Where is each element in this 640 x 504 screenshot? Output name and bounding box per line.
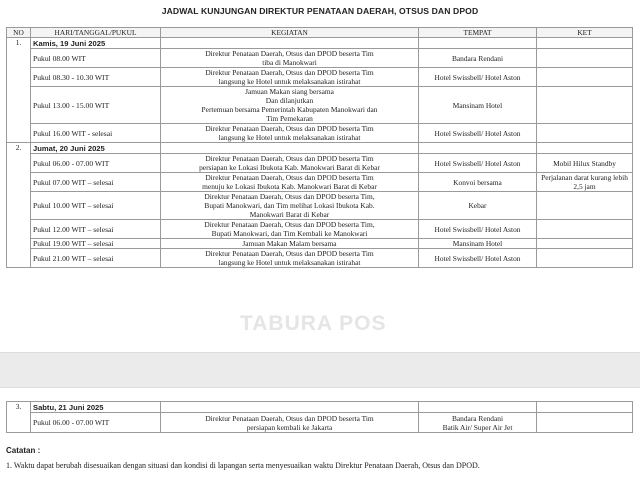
kegiatan-line: Jamuan Makan Malam bersama: [242, 239, 337, 248]
tempat-line: Konvoi bersama: [453, 177, 502, 187]
row-kegiatan: [161, 192, 419, 220]
header-tempat: TEMPAT: [419, 28, 537, 38]
day-kegiatan-empty: [161, 38, 419, 49]
row-tempat: [419, 124, 537, 143]
day-tempat-empty: [419, 402, 537, 413]
row-time: Pukul 08.00 WIT: [31, 49, 161, 68]
kegiatan-line: persiapan kembali ke Jakarta: [246, 422, 333, 432]
tempat-line: Bandara Rendani: [451, 53, 504, 63]
tempat-line: Kebar: [468, 201, 487, 210]
kegiatan-line: Direktur Penataan Daerah, Otsus dan DPOD beserta Tim,: [204, 192, 375, 201]
day-tempat-empty: [419, 143, 537, 154]
row-tempat: [419, 154, 537, 173]
row-tempat: [419, 413, 537, 433]
row-kegiatan: [161, 239, 419, 249]
table-row: [7, 249, 633, 268]
kegiatan-line: Direktur Penataan Daerah, Otsus dan DPOD beserta Tim,: [204, 220, 375, 229]
day-row: [7, 38, 633, 49]
table-row: [7, 49, 633, 68]
note-item: 1. Waktu dapat berubah disesuaikan dengan situasi dan kondisi di lapangan serta menyesuaikan waktu Direktur Penataan Daerah, Otsus dan DPOD.: [6, 461, 480, 470]
day-kegiatan-empty: [161, 402, 419, 413]
table-row: [7, 154, 633, 173]
tempat-line: Hotel Swissbell/ Hotel Aston: [434, 158, 521, 168]
row-ket: [537, 124, 633, 143]
table-header-row: [7, 28, 633, 38]
row-time: Pukul 16.00 WIT - selesai: [31, 124, 161, 143]
kegiatan-line: menuju ke Lokasi Ibukota Kab. Manokwari Barat di Kebar: [202, 182, 377, 191]
kegiatan-line: Bupati Manokwari, dan Tim melihat Lokasi Ibukota Kab.: [204, 201, 375, 210]
table-row: [7, 87, 633, 124]
kegiatan-line: Direktur Penataan Daerah, Otsus dan DPOD beserta Tim: [205, 49, 374, 58]
table-row: [7, 413, 633, 433]
kegiatan-line: persiapan ke Lokasi Ibukota Kab. Manokwari Barat di Kebar: [199, 163, 380, 172]
row-kegiatan: [161, 68, 419, 87]
day-kegiatan-empty: [161, 143, 419, 154]
kegiatan-line: Direktur Penataan Daerah, Otsus dan DPOD beserta Tim: [205, 413, 374, 423]
table-row: [7, 220, 633, 239]
kegiatan-line: Direktur Penataan Daerah, Otsus dan DPOD beserta Tim: [205, 124, 374, 133]
header-kegiatan: KEGIATAN: [161, 28, 419, 38]
kegiatan-line: Direktur Penataan Daerah, Otsus dan DPOD beserta Tim: [205, 173, 374, 182]
table-row: [7, 68, 633, 87]
row-ket: [537, 220, 633, 239]
row-kegiatan: [161, 49, 419, 68]
day-ket-empty: [537, 402, 633, 413]
row-time: Pukul 06.00 - 07.00 WIT: [31, 154, 161, 173]
row-time: Pukul 12.00 WIT – selesai: [31, 220, 161, 239]
tempat-line: Hotel Swissbell/ Hotel Aston: [434, 224, 521, 234]
row-kegiatan: [161, 413, 419, 433]
kegiatan-line: Direktur Penataan Daerah, Otsus dan DPOD beserta Tim: [205, 249, 374, 258]
day-number: 2.: [7, 143, 31, 268]
kegiatan-line: langsung ke Hotel untuk melaksanakan istirahat: [218, 77, 361, 86]
row-tempat: [419, 220, 537, 239]
row-time: Pukul 07.00 WIT – selesai: [31, 173, 161, 192]
tempat-line: Bandara Rendani: [451, 413, 504, 423]
row-ket: [537, 49, 633, 68]
day-ket-empty: [537, 143, 633, 154]
row-ket: Perjalanan darat kurang lebih 2,5 jam: [537, 173, 633, 192]
row-kegiatan: [161, 124, 419, 143]
page-break: [0, 352, 640, 388]
day-date: Sabtu, 21 Juni 2025: [31, 402, 161, 413]
row-time: Pukul 10.00 WIT – selesai: [31, 192, 161, 220]
row-tempat: [419, 239, 537, 249]
kegiatan-line: Direktur Penataan Daerah, Otsus dan DPOD beserta Tim: [205, 154, 374, 163]
row-kegiatan: [161, 249, 419, 268]
row-time: Pukul 06.00 - 07.00 WIT: [31, 413, 161, 433]
row-ket: [537, 192, 633, 220]
day-number: 3.: [7, 402, 31, 433]
row-ket: [537, 249, 633, 268]
row-ket: [537, 87, 633, 124]
header-hari: HARI/TANGGAL/PUKUL: [31, 28, 161, 38]
row-time: Pukul 19.00 WIT – selesai: [31, 239, 161, 249]
header-ket: KET: [537, 28, 633, 38]
table-row: [7, 173, 633, 192]
header-no: NO: [7, 28, 31, 38]
day-number: 1.: [7, 38, 31, 143]
day-tempat-empty: [419, 38, 537, 49]
row-ket: Mobil Hilux Standby: [537, 154, 633, 173]
kegiatan-line: Tim Pemekaran: [266, 114, 313, 123]
tempat-line: Hotel Swissbell/ Hotel Aston: [434, 72, 521, 82]
kegiatan-line: Direktur Penataan Daerah, Otsus dan DPOD beserta Tim: [205, 68, 374, 77]
row-tempat: [419, 173, 537, 192]
row-tempat: [419, 192, 537, 220]
row-tempat: [419, 68, 537, 87]
row-time: Pukul 13.00 - 15.00 WIT: [31, 87, 161, 124]
row-time: Pukul 08.30 - 10.30 WIT: [31, 68, 161, 87]
table-row: [7, 192, 633, 220]
row-kegiatan: [161, 87, 419, 124]
tempat-line: Hotel Swissbell/ Hotel Aston: [434, 253, 521, 263]
kegiatan-line: Jamuan Makan siang bersama: [245, 87, 334, 96]
kegiatan-line: Dan dilanjutkan: [265, 96, 314, 105]
row-ket: [537, 239, 633, 249]
notes-title: Catatan :: [6, 446, 41, 455]
document-title: JADWAL KUNJUNGAN DIREKTUR PENATAAN DAERAH, OTSUS DAN DPOD: [161, 6, 479, 16]
row-tempat: [419, 87, 537, 124]
kegiatan-line: Pertemuan bersama Pemerintah Kabupaten Manokwari dan: [201, 105, 378, 114]
row-kegiatan: [161, 220, 419, 239]
tempat-line: Batik Air/ Super Air Jet: [442, 422, 513, 432]
day-row: [7, 143, 633, 154]
row-ket: [537, 413, 633, 433]
day-row: [7, 402, 633, 413]
kegiatan-line: langsung ke Hotel untuk melaksanakan istirahat: [218, 133, 361, 142]
day-date: Jumat, 20 Juni 2025: [31, 143, 161, 154]
tempat-line: Hotel Swissbell/ Hotel Aston: [434, 128, 521, 138]
watermark-logo: TABURA POS: [240, 312, 387, 335]
row-tempat: [419, 249, 537, 268]
day-date: Kamis, 19 Juni 2025: [31, 38, 161, 49]
tempat-line: Mansinam Hotel: [452, 100, 503, 110]
row-ket: [537, 68, 633, 87]
table-row: [7, 124, 633, 143]
row-kegiatan: [161, 154, 419, 173]
tempat-line: Mansinam Hotel: [452, 239, 503, 248]
row-time: Pukul 21.00 WIT – selesai: [31, 249, 161, 268]
kegiatan-line: langsung ke Hotel untuk melaksanakan istirahat: [218, 258, 361, 267]
table-row: [7, 239, 633, 249]
schedule-table: [6, 27, 633, 268]
kegiatan-line: Manokwari Barat di Kebar: [249, 210, 330, 219]
kegiatan-line: Bupati Manokwari, dan Tim Kembali ke Manokwari: [211, 229, 368, 238]
row-kegiatan: [161, 173, 419, 192]
kegiatan-line: tiba di Manokwari: [262, 58, 317, 67]
schedule-table-continued: [6, 401, 633, 433]
day-ket-empty: [537, 38, 633, 49]
row-tempat: [419, 49, 537, 68]
